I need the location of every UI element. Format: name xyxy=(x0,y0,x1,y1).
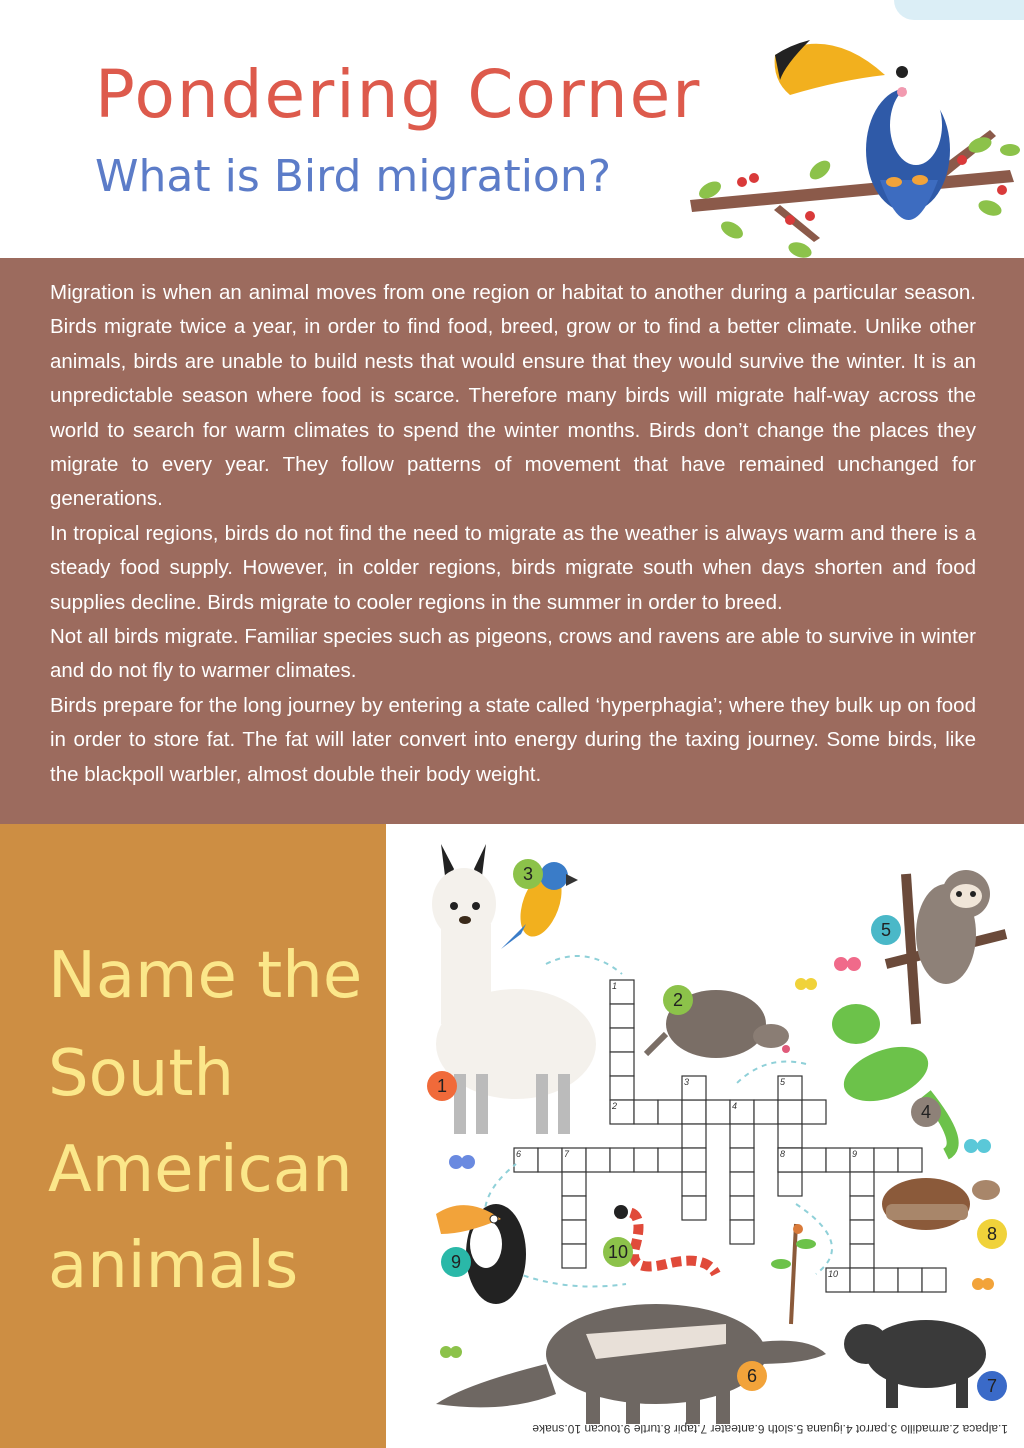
article-paragraph: Migration is when an animal moves from one region or habitat to another during a particular season. Birds migrate twice a year, in order to find food, breed, grow or to find a better climate. Unlike other animals, birds are unable to build nests that would ensure that they would survive the winter. It is an unpredictable season where food is scarce. Therefore many birds will migrate half-way across the world to search for warm climates to spend the winter months. Birds don’t change the places they migrate to every year. They follow patterns of movement that have remained unchanged for generations. xyxy=(50,281,976,511)
clue-number: 4 xyxy=(732,1101,738,1111)
toucan-illustration xyxy=(680,20,1024,258)
anteater-illustration xyxy=(436,1304,826,1424)
animal-number: 5 xyxy=(880,920,892,940)
animal-number: 2 xyxy=(672,990,684,1010)
cloud-decoration xyxy=(894,0,1024,20)
sloth-illustration xyxy=(886,870,1006,1024)
animal-number: 6 xyxy=(746,1366,758,1386)
clue-number: 8 xyxy=(780,1149,786,1159)
page-header xyxy=(0,0,1024,258)
animal-number: 4 xyxy=(920,1102,932,1122)
turtle-illustration xyxy=(882,1178,1000,1230)
clue-number: 10 xyxy=(828,1269,839,1279)
clue-number: 6 xyxy=(516,1149,522,1159)
page-subtitle: What is Bird migration? xyxy=(95,151,612,202)
activity-heading-line: South xyxy=(48,1037,234,1111)
clue-number: 5 xyxy=(780,1077,786,1087)
activity-heading-line: animals xyxy=(48,1229,299,1303)
animal-number: 9 xyxy=(450,1252,462,1272)
article-paragraph: In tropical regions, birds do not find the need to migrate as the weather is always warm and there is a steady food supply. However, in colder regions, birds migrate south when days shorten and food supplies decline. Birds migrate to cooler regions in the summer in order to breed. xyxy=(50,521,976,614)
clue-number: 2 xyxy=(612,1101,618,1111)
iguana-illustration xyxy=(832,1004,953,1154)
alpaca-illustration xyxy=(432,844,596,1134)
crossword-illustration xyxy=(386,824,1024,1448)
animal-number: 8 xyxy=(986,1224,998,1244)
clue-number: 3 xyxy=(684,1077,690,1087)
activity-heading-panel xyxy=(0,824,386,1448)
animal-number: 7 xyxy=(986,1376,998,1396)
article-paragraph: Not all birds migrate. Familiar species such as pigeons, crows and ravens are able to survive in winter and do not fly to warmer climates. xyxy=(50,625,976,683)
answer-key: 1.alpaca 2.armadillo 3.parrot 4.iguana 5.sloth 6.anteater 7.tapir 8.turtle 9.toucan 10.snake xyxy=(532,1422,1008,1436)
activity-heading-line: American xyxy=(48,1133,353,1207)
clue-number: 1 xyxy=(612,981,618,991)
animal-number: 3 xyxy=(522,864,534,884)
page-title: Pondering Corner xyxy=(95,56,702,133)
activity-heading-line: Name the xyxy=(48,939,363,1013)
crossword-puzzle xyxy=(386,824,1024,1448)
animal-number: 1 xyxy=(436,1076,448,1096)
clue-number: 9 xyxy=(852,1149,858,1159)
tapir-illustration xyxy=(844,1320,986,1408)
article-paragraph: Birds prepare for the long journey by entering a state called ‘hyperphagia’; where they bulk up on food in order to store fat. The fat will later convert into energy during the taxing journey. Some birds, like the blackpoll warbler, almost double their body weight. xyxy=(50,693,976,786)
animal-number: 10 xyxy=(607,1242,629,1262)
article-body xyxy=(50,276,976,792)
clue-number: 7 xyxy=(564,1149,570,1159)
article-section xyxy=(0,258,1024,824)
